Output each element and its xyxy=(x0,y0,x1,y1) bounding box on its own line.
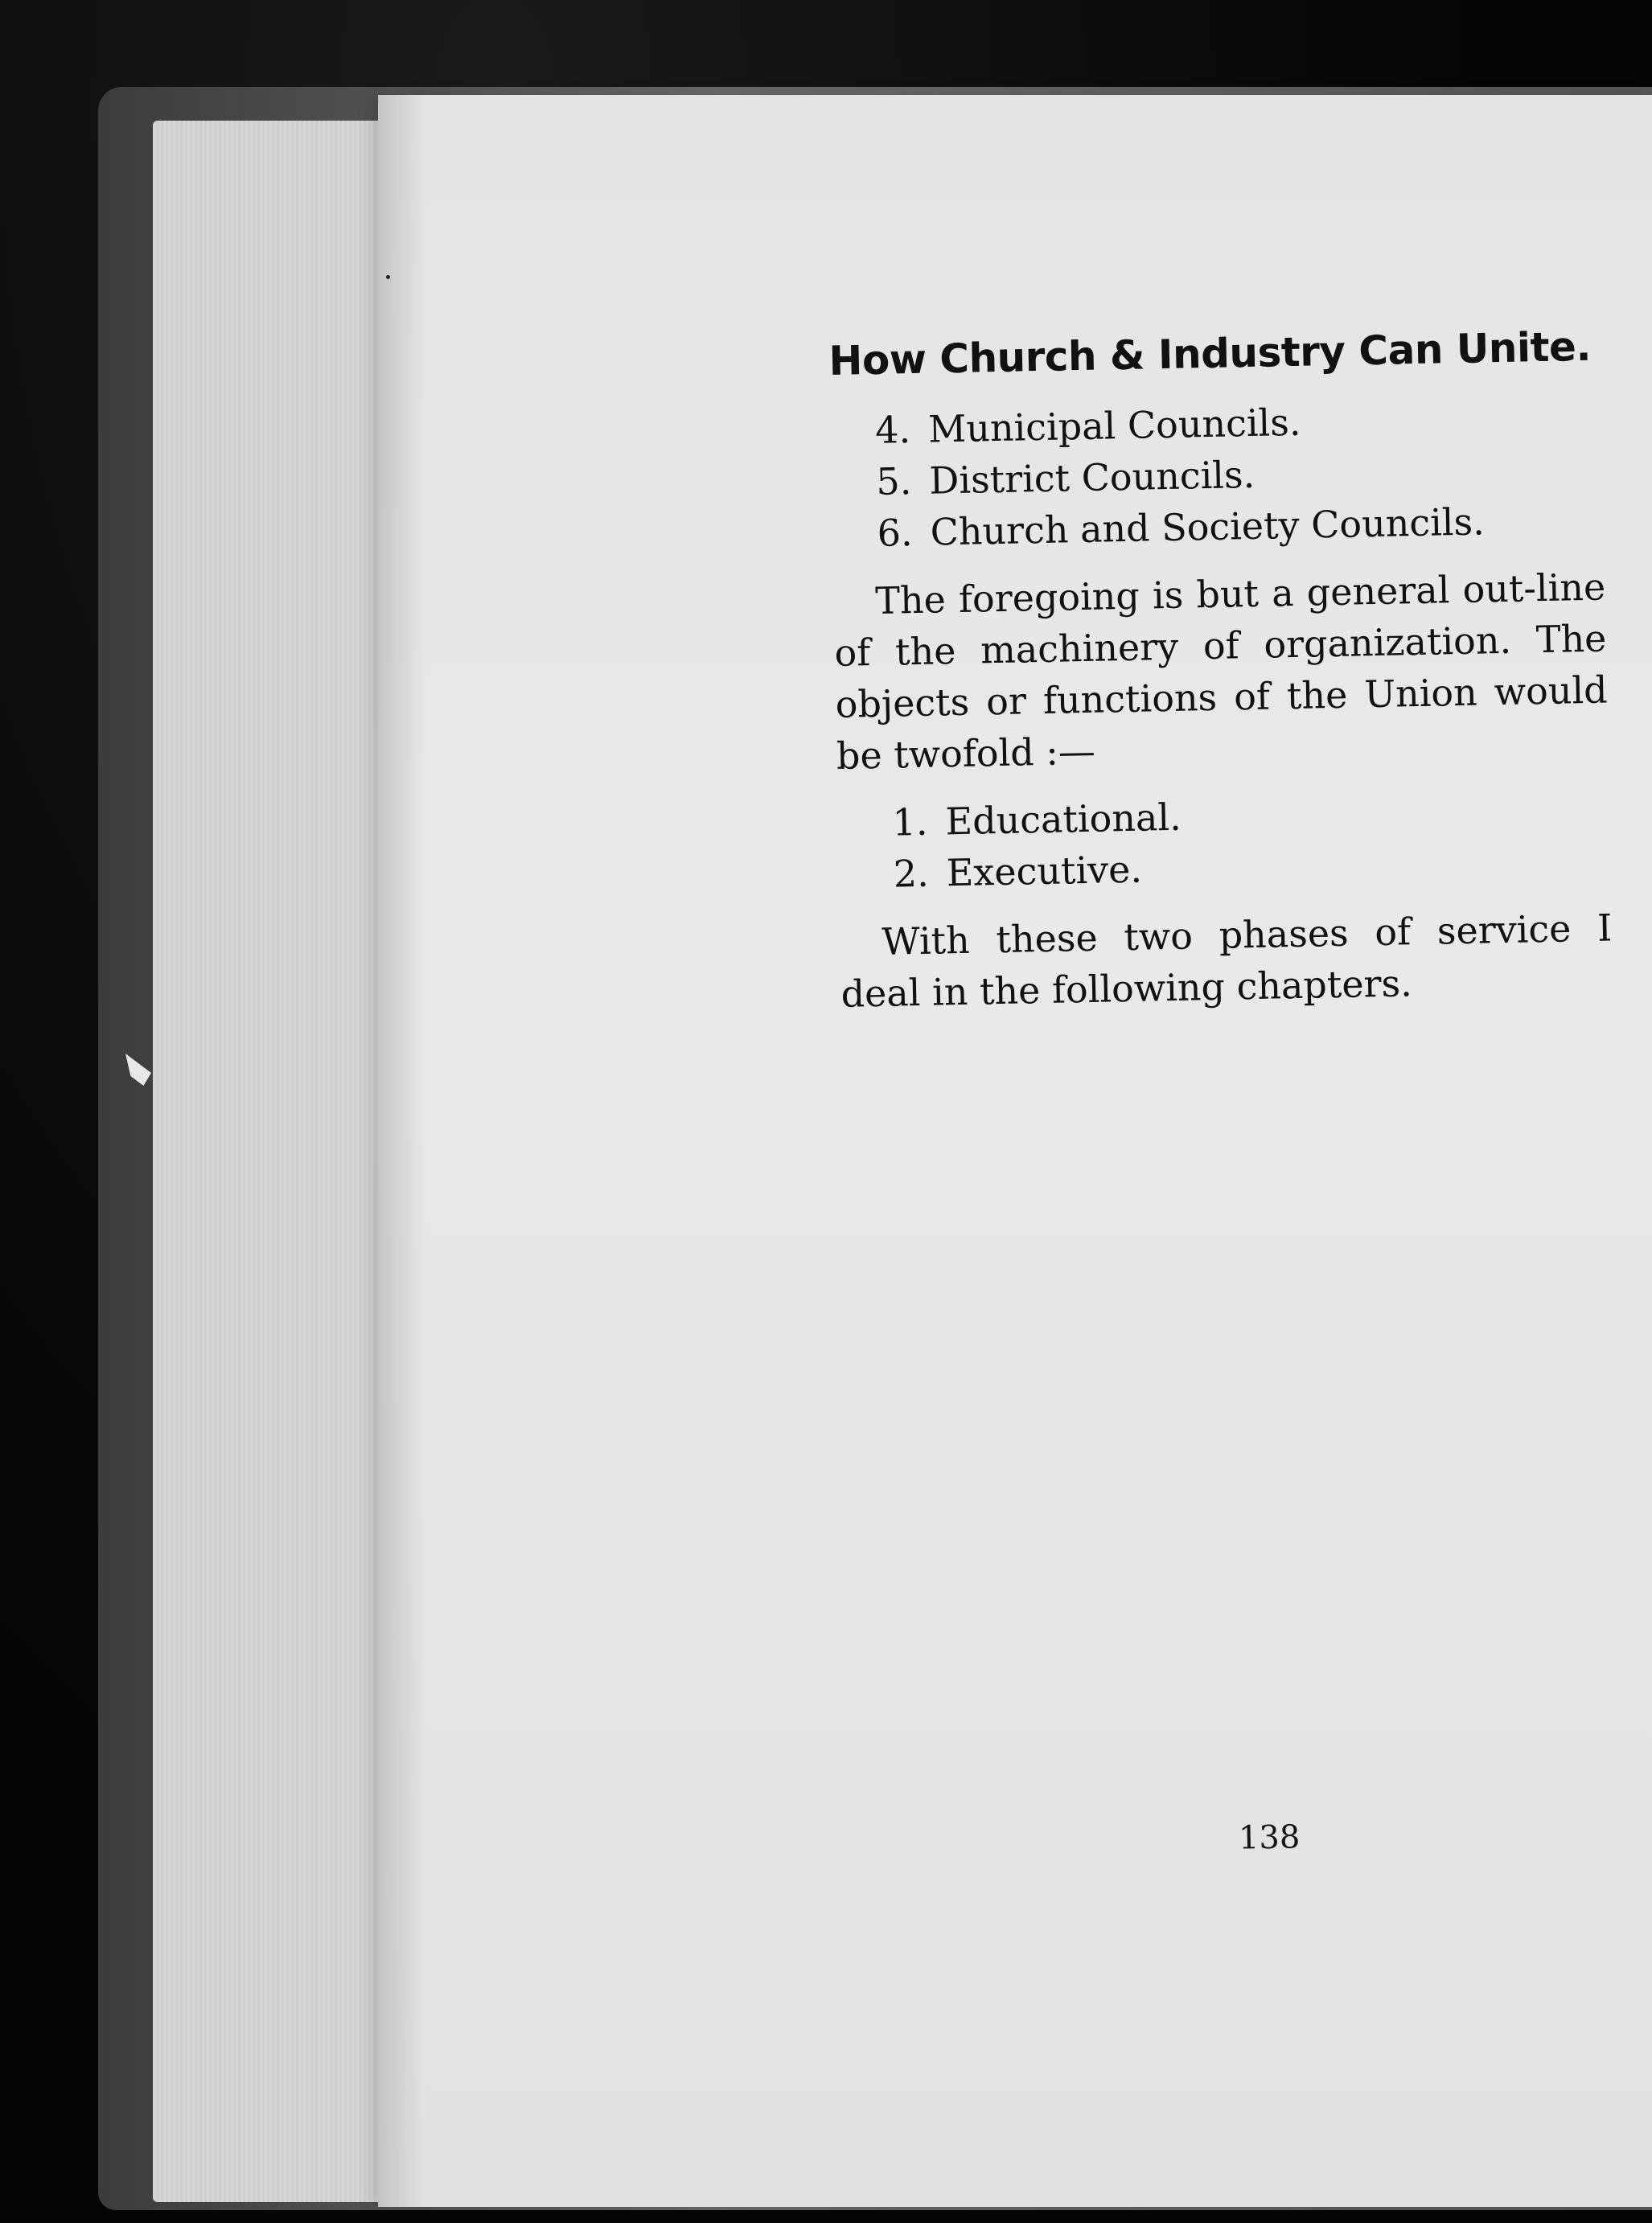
functions-list xyxy=(837,783,1611,900)
page-block-edges xyxy=(153,121,410,2202)
paragraph-organization: The foregoing is but a general out-line of the machinery of organization. The objects or functions of the Union would be twofold :— xyxy=(834,565,1609,778)
list-item: 2. Executive. xyxy=(893,847,1143,896)
page-number: 138 xyxy=(1238,1818,1301,1857)
page-speck xyxy=(386,275,390,279)
list-item: 1. Educational. xyxy=(892,795,1182,844)
list-item: 6. Church and Society Councils. xyxy=(877,499,1486,555)
page-text-block xyxy=(828,323,1613,1036)
paragraph-service: With these two phases of service I deal in the following chapters. xyxy=(840,906,1613,1016)
gutter-shadow xyxy=(378,95,426,2207)
list-item: 4. Municipal Councils. xyxy=(874,400,1301,452)
list-item: 5. District Councils. xyxy=(875,452,1255,503)
councils-list xyxy=(830,391,1605,560)
running-head: How Church & Industry Can Unite. xyxy=(828,323,1592,384)
